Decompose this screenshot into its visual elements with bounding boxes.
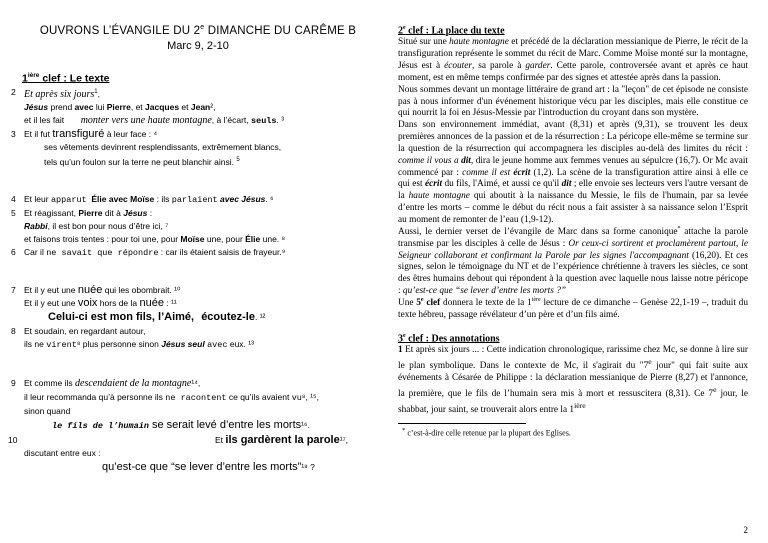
paragraph-5: Une 5e clef donnera le texte de la $1^{ière}$ lecture de ce dimanche – Genèse 22,1-19 –, traduit du texte hébreu, passage révélateur d’un père et d’un fils aimé. xyxy=(398,296,748,320)
verse-9: 9 Et comme ils descendaient de la montagne¹⁴, xyxy=(11,377,201,389)
verse-7: 7 Et il y eut une nuée qui les obombrait. ¹⁰ xyxy=(11,283,181,296)
verse-5: 5 Et réagissant, Pierre dit à Jésus : xyxy=(11,207,153,218)
paragraph-2: Nous sommes devant un montage littéraire de grand art : la "leçon" de cet épisode ne consiste pas à nous informer d'un événement historique vécu par les disciples, mais elle constitue ce qui nourrit la foi en Jésus-Messie par l'introduction du croyant dans son mystère. xyxy=(398,84,748,119)
verse-line: il leur recommanda qu’à personne ils ne racontent ce qu’ils avaient vu⁸, ¹⁵, xyxy=(24,391,319,403)
page-number: 2 xyxy=(743,525,748,535)
verse-line: Celui-ci est mon fils, l’Aimé, écoutez-le. ¹² xyxy=(48,310,266,323)
verse-number: 3 xyxy=(11,129,16,140)
verse-line: sinon quand xyxy=(24,405,71,416)
verse-2: 2 Et après six jours$^1$, xyxy=(11,87,100,101)
verse-3: 3 Et il fut transfiguré à leur face : ⁴ xyxy=(11,128,158,141)
verse-8: 8 Et soudain, en regardant autour, xyxy=(11,325,146,336)
verse-number: 6 xyxy=(11,246,16,257)
verse-number: 2 xyxy=(11,87,16,98)
verse-line: discutant entre eux : xyxy=(24,447,101,458)
paragraph-4: Aussi, le dernier verset de l’évangile de Marc dans sa forme canonique* attache la parole transmise par les disciples à celle de Jésus : Or ceux-ci sortirent et proclamèrent partout, le Seigneur collaborant et confirmant la Parole par les signes l'accompagnant (16,20). Et ces signes, selon le témoignage du NT et de l’expérience chrétienne à travers les siècles, ce sont des êtres humains debout qui répondent à la question avec laquelle nous laisse notre péricope : qu’est-ce que “se lever d’entre les morts ?” xyxy=(398,225,749,297)
verse-line: et il les fait monter vers une haute montagne, à l’écart, seuls. ³ xyxy=(24,115,285,127)
verse-line: Et il y eut une voix hors de la nuée : ¹¹ xyxy=(24,296,177,309)
verse-number: 7 xyxy=(11,284,16,295)
verse-line: le fils de l’humain se serait levé d’entre les morts¹⁶. xyxy=(52,418,310,431)
verse-number: 5 xyxy=(11,207,16,218)
verse-4: 4 Et leur apparut Élie avec Moïse : ils parlaient avec Jésus. ⁶ xyxy=(11,193,274,205)
page-subtitle: Marc 9, 2-10 xyxy=(167,39,229,52)
footnote-divider xyxy=(398,423,526,424)
verse-line: qu’est-ce que “se lever d’entre les morts”¹⁸ ? xyxy=(102,460,315,473)
verse-line: Rabbi, il est bon pour nous d’être ici, ⁷ xyxy=(24,220,169,231)
clef1-heading: $1^{ière}$ clef : Le texte xyxy=(22,71,110,85)
verse-number: 10 xyxy=(8,434,18,445)
left-column xyxy=(8,20,374,475)
clef3-heading: 3e clef : Des annotations xyxy=(398,332,500,344)
page-title: OUVRONS L’ÉVANGILE DU 2e DIMANCHE DU CARÊME B xyxy=(39,24,357,37)
verse-line: et faisons trois tentes : pour toi une, pour Moïse une, pour Élie une. ⁸ xyxy=(24,233,286,244)
verse-10: 10 Et ils gardèrent la parole¹⁷, xyxy=(8,433,349,446)
verse-number: 4 xyxy=(11,193,16,204)
verse-line: ses vêtements devinrent resplendissants, extrêmement blancs, xyxy=(44,142,282,153)
footnote: * c’est-à-dire celle retenue par la plupart des Eglises. xyxy=(402,426,571,438)
verse-line: ils ne virent⁸ plus personne sinon Jésus seul avec eux. ¹³ xyxy=(24,338,254,350)
clef2-heading: 2e clef : La place du texte xyxy=(398,25,505,37)
verse-line: Jésus prend avec lui Pierre, et Jacques et Jean², xyxy=(24,102,216,113)
right-column xyxy=(398,22,748,437)
paragraph-3: Dans son environnement immédiat, avant (8,31) et après (9,31), se trouvent les deux premières annonces de la passion et de la résurrection : La péricope elle-même se termine sur la question de la résurrection qui accompagnera les disciples au-delà des limites du récit : comme il vous a dit, dira le jeune homme aux femmes venues au sépulcre (16,7). Or Mc avait commencé par : comme il est écrit (1,2). La scène de la transfiguration attire ainsi à elle ce qui est écrit du fils, l'Aimé, et aussi ce qu'il dit ; elle envoie ses lecteurs vers l'autre versant de la haute montagne qui aboutit à la naissance du Messie, le fils de l'humain, par sa levée d’entre les morts – comme le début du récit nous a fait assister à sa naissance selon l’Esprit au moment de remonter de l’eau (1,9-12). xyxy=(398,120,749,225)
verse-6: 6 Car il ne savait que répondre : car ils étaient saisis de frayeur.⁹ xyxy=(11,246,286,258)
paragraph-1: Situé sur une haute montagne et précédé de la déclaration messianique de Pierre, le récit de la transfiguration représente le sommet du récit de Marc. Comme Moïse monté sur la montagne, Jésus est à écouter, sa parole à garder. Cette parole, controversée avant et après ce haut moment, est en même temps confirmée par des signes et attestée après dans la passion. xyxy=(398,37,748,83)
verse-number: 8 xyxy=(11,325,16,336)
annotation-1: 1 Et après six jours ... : Cette indication chronologique, rarissime chez Mc, se donne à lire sur le plan symbolique. Dans le contexte de Mc, il s'agirait du "7e jour" qui fait suite aux événements à Césarée de Philippe : la déclaration messianique de Pierre (8,27) et l'annonce, la première, que le fils de l’humain sera mis à mort et ressuscitera (8,31). Ce 7e jour, le shabbat, jour saint, se trouverait alors entre la $1^{ière}$ xyxy=(398,344,748,416)
verse-number: 9 xyxy=(11,377,16,388)
verse-line: tels qu’un foulon sur la terre ne peut blanchir ainsi. $^5$ xyxy=(44,156,240,167)
